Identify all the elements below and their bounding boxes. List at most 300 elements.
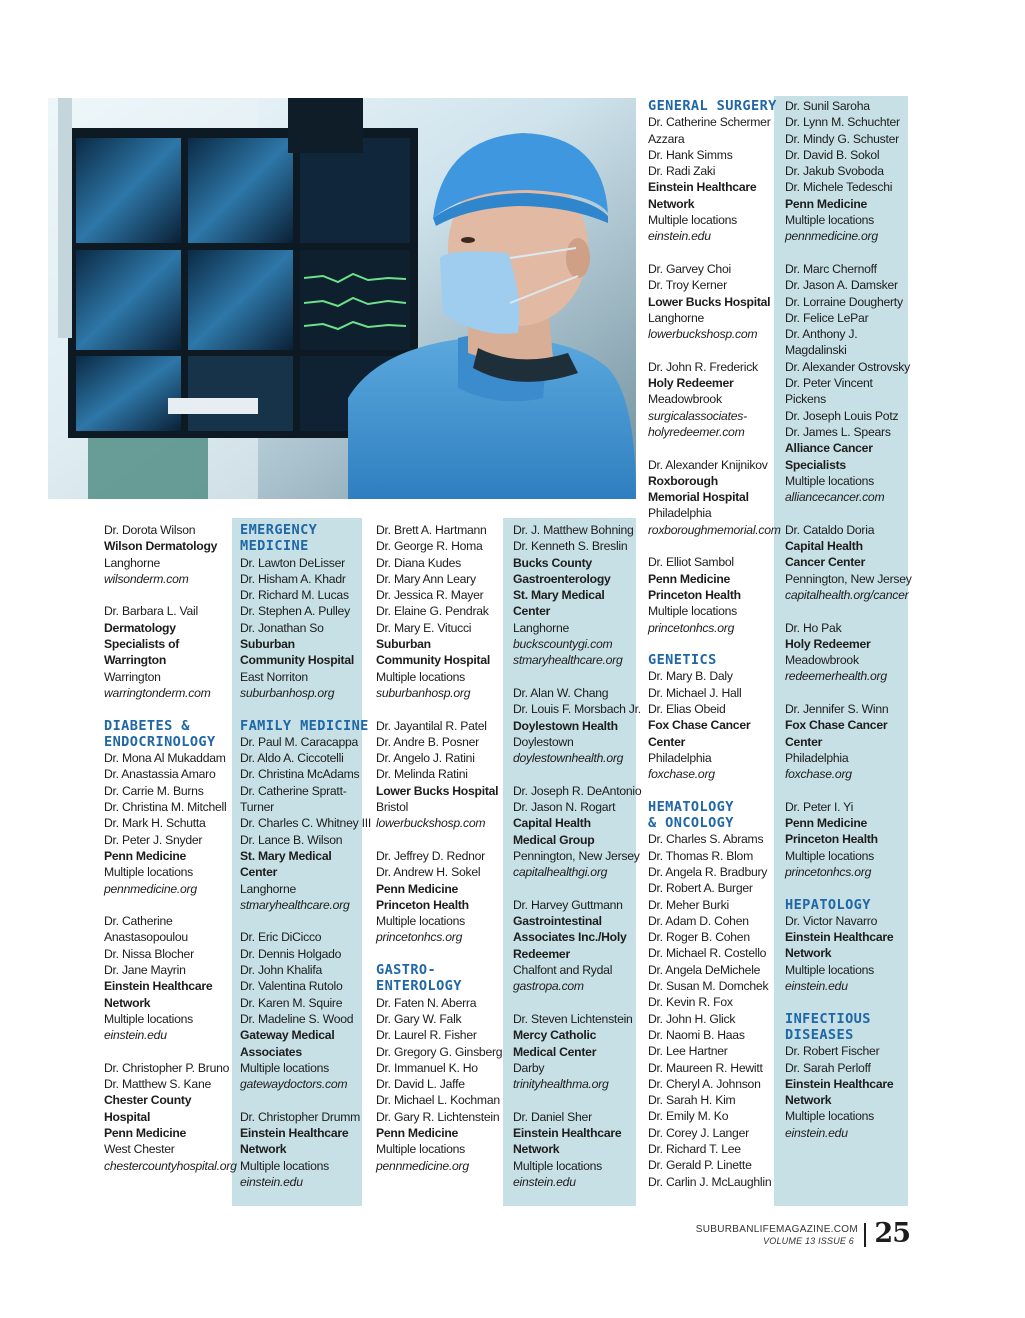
listing-column-6 bbox=[785, 98, 912, 1141]
doctor-name: Dr. Maureen R. Hewitt bbox=[648, 1060, 763, 1075]
doctor-name: Dr. Susan M. Domchek bbox=[648, 979, 769, 994]
listing-entry bbox=[513, 685, 641, 766]
listing-text: Multiple locations bbox=[648, 213, 737, 228]
doctor-name: Dr. Felice LePar bbox=[785, 310, 869, 325]
provider-name: Penn Medicine bbox=[785, 816, 868, 831]
doctor-name: Dr. Roger B. Cohen bbox=[648, 930, 750, 945]
listing-text: Multiple locations bbox=[785, 213, 874, 228]
provider-name: Einstein Healthcare bbox=[104, 979, 213, 994]
provider-website: roxboroughmemorial.com bbox=[648, 522, 781, 537]
doctor-name: Dr. Lawton DeLisser bbox=[240, 555, 345, 570]
listing-entry bbox=[376, 962, 502, 1174]
doctor-name: Dr. Radi Zaki bbox=[648, 164, 716, 179]
doctor-name: Dr. Ho Pak bbox=[785, 620, 842, 635]
doctor-name: Dr. Jonathan So bbox=[240, 620, 324, 635]
listing-entry bbox=[104, 522, 237, 587]
doctor-name: Dr. Kevin R. Fox bbox=[648, 995, 733, 1010]
doctor-name: Dr. Adam D. Cohen bbox=[648, 913, 749, 928]
doctor-name: Dr. Gregory G. Ginsberg bbox=[376, 1044, 503, 1059]
doctor-name: Dr. Eric DiCicco bbox=[240, 930, 322, 945]
listing-entry bbox=[513, 897, 641, 995]
provider-name: Associates bbox=[240, 1044, 302, 1059]
doctor-name: Dr. Gary R. Lichtenstein bbox=[376, 1109, 500, 1124]
doctor-name: Dr. Steven Lichtenstein bbox=[513, 1011, 633, 1026]
provider-name: Gastrointestinal bbox=[513, 914, 602, 929]
provider-website: einstein.edu bbox=[785, 979, 848, 994]
doctor-name: Dr. Michael L. Kochman bbox=[376, 1093, 500, 1108]
provider-website: doylestownhealth.org bbox=[513, 751, 624, 766]
provider-name: Einstein Healthcare bbox=[785, 1076, 894, 1091]
listing-entry bbox=[648, 457, 781, 538]
doctor-name: Dr. Mary E. Vitucci bbox=[376, 620, 472, 635]
provider-name: Gastroenterology bbox=[513, 571, 611, 586]
listing-text: West Chester bbox=[104, 1142, 175, 1157]
doctor-name: Dr. Madeline S. Wood bbox=[240, 1011, 354, 1026]
listing-text: Doylestown bbox=[513, 734, 574, 749]
specialty-heading-line: GENERAL SURGERY bbox=[648, 98, 777, 114]
doctor-name: Dr. Sarah Perloff bbox=[785, 1060, 871, 1075]
doctor-name: Dr. Peter Vincent bbox=[785, 376, 873, 391]
provider-website: princetonhcs.org bbox=[785, 864, 872, 879]
doctor-name: Dr. Sunil Saroha bbox=[785, 99, 870, 113]
listing-text: Multiple locations bbox=[648, 604, 737, 619]
doctor-name: Dr. Thomas R. Blom bbox=[648, 848, 753, 863]
doctor-name: Dr. Hank Simms bbox=[648, 147, 733, 162]
provider-name: Network bbox=[785, 1093, 832, 1108]
listing-text: Meadowbrook bbox=[785, 653, 859, 668]
doctor-name: Dr. Carlin J. McLaughlin bbox=[648, 1174, 772, 1189]
provider-name: Center bbox=[240, 865, 278, 880]
provider-website: einstein.edu bbox=[648, 229, 711, 244]
provider-website: capitalhealthgi.org bbox=[513, 865, 608, 880]
specialty-heading bbox=[648, 652, 781, 668]
provider-name: Lower Bucks Hospital bbox=[648, 294, 771, 309]
listing-entry bbox=[648, 799, 781, 1190]
listing-text: Multiple locations bbox=[785, 1109, 874, 1124]
doctor-name: Dr. Catherine bbox=[104, 914, 173, 929]
provider-name: Princeton Health bbox=[376, 897, 469, 912]
surgeon-photo-illustration bbox=[48, 98, 636, 499]
provider-name: Penn Medicine bbox=[785, 196, 868, 211]
doctor-name: Dr. Mark H. Schutta bbox=[104, 816, 206, 831]
listing-entry bbox=[513, 1109, 641, 1190]
provider-name: Roxborough bbox=[648, 473, 718, 488]
specialty-heading bbox=[376, 962, 502, 995]
listing-text: Pennington, New Jersey bbox=[785, 571, 912, 586]
listing-entry bbox=[648, 554, 781, 635]
doctor-name: Dr. Elaine G. Pendrak bbox=[376, 604, 489, 619]
listing-entry bbox=[648, 359, 781, 440]
doctor-name: Dr. Marc Chernoff bbox=[785, 261, 877, 276]
listing-text: Multiple locations bbox=[785, 962, 874, 977]
doctor-name: Dr. Anthony J. bbox=[785, 327, 858, 342]
specialty-heading-line: GENETICS bbox=[648, 652, 717, 669]
listing-text: Magdalinski bbox=[785, 343, 847, 358]
specialty-heading-line: MEDICINE bbox=[240, 538, 309, 555]
doctor-name: Dr. Mary Ann Leary bbox=[376, 571, 476, 586]
listing-text: Multiple locations bbox=[376, 1142, 465, 1157]
doctor-name: Dr. Peter I. Yi bbox=[785, 799, 854, 814]
volume-issue: VOLUME 13 ISSUE 6 bbox=[763, 1236, 854, 1246]
provider-website: suburbanhosp.org bbox=[376, 685, 471, 700]
listing-text: Multiple locations bbox=[513, 1158, 602, 1173]
provider-name: Center bbox=[513, 604, 551, 619]
provider-name: Princeton Health bbox=[785, 832, 878, 847]
provider-website: stmaryhealthcare.org bbox=[513, 653, 623, 668]
provider-name: Specialists bbox=[785, 457, 846, 472]
doctor-name: Dr. Robert A. Burger bbox=[648, 881, 753, 896]
provider-name: Chester County bbox=[104, 1093, 192, 1108]
provider-name: Center bbox=[785, 734, 823, 749]
doctor-name: Dr. Diana Kudes bbox=[376, 555, 461, 570]
doctor-name: Dr. Jessica R. Mayer bbox=[376, 588, 484, 603]
listing-entry bbox=[785, 522, 912, 603]
doctor-name: Dr. Naomi B. Haas bbox=[648, 1027, 745, 1042]
doctor-name: Dr. Jayantilal R. Patel bbox=[376, 718, 487, 733]
specialty-heading bbox=[240, 718, 371, 734]
doctor-name: Dr. Lance B. Wilson bbox=[240, 832, 343, 847]
doctor-name: Dr. Angelo J. Ratini bbox=[376, 751, 475, 766]
provider-website: einstein.edu bbox=[513, 1174, 576, 1189]
listing-text: East Norriton bbox=[240, 669, 308, 684]
specialty-heading bbox=[648, 799, 781, 832]
doctor-name: Dr. J. Matthew Bohning bbox=[513, 523, 634, 537]
provider-name: Associates Inc./Holy bbox=[513, 930, 627, 945]
doctor-name: Dr. Troy Kerner bbox=[648, 278, 727, 293]
listing-entry bbox=[513, 522, 641, 669]
doctor-name: Dr. Richard M. Lucas bbox=[240, 588, 349, 603]
provider-website: capitalhealth.org/cancer bbox=[785, 587, 909, 602]
provider-name: Specialists of bbox=[104, 637, 180, 652]
doctor-name: Dr. Jakub Svoboda bbox=[785, 164, 884, 179]
listing-text: Darby bbox=[513, 1060, 545, 1075]
doctor-name: Dr. Elliot Sambol bbox=[648, 555, 734, 570]
listing-text: Langhorne bbox=[648, 310, 705, 325]
listing-column-5 bbox=[648, 98, 781, 1190]
provider-name: Mercy Catholic bbox=[513, 1028, 597, 1043]
specialty-heading bbox=[785, 1011, 912, 1044]
doctor-name: Dr. Mindy G. Schuster bbox=[785, 131, 899, 146]
listing-entry bbox=[240, 718, 371, 914]
provider-name: Wilson Dermatology bbox=[104, 539, 218, 554]
provider-website: gatewaydoctors.com bbox=[240, 1077, 348, 1092]
doctor-name: Dr. Angela R. Bradbury bbox=[648, 864, 768, 879]
listing-entry bbox=[785, 897, 912, 995]
provider-name: Network bbox=[513, 1142, 560, 1157]
provider-website: lowerbuckshosp.com bbox=[376, 816, 486, 831]
provider-name: Suburban bbox=[240, 637, 295, 652]
doctor-name: Dr. David L. Jaffe bbox=[376, 1077, 465, 1092]
doctor-name: Dr. Alexander Ostrovsky bbox=[785, 359, 910, 374]
provider-website: foxchase.org bbox=[648, 767, 715, 782]
doctor-name: Dr. Jeffrey D. Rednor bbox=[376, 848, 485, 863]
doctor-name: Dr. Christopher Drumm bbox=[240, 1109, 361, 1124]
listing-text: Multiple locations bbox=[785, 473, 874, 488]
provider-name: Fox Chase Cancer bbox=[785, 718, 888, 733]
listing-entry bbox=[240, 1109, 371, 1190]
provider-name: St. Mary Medical bbox=[240, 848, 332, 863]
doctor-name: Dr. Mary B. Daly bbox=[648, 669, 733, 684]
doctor-name: Dr. Paul M. Caracappa bbox=[240, 734, 359, 749]
listing-entry bbox=[785, 701, 912, 782]
listing-column-3 bbox=[376, 522, 502, 1174]
doctor-name: Dr. Robert Fischer bbox=[785, 1044, 880, 1059]
specialty-heading-line: GASTRO- bbox=[376, 962, 437, 979]
provider-name: Penn Medicine bbox=[104, 1125, 187, 1140]
listing-text: Multiple locations bbox=[104, 865, 193, 880]
doctor-name: Dr. Cataldo Doria bbox=[785, 522, 875, 537]
listing-text: Multiple locations bbox=[240, 1060, 329, 1075]
provider-website: holyredeemer.com bbox=[648, 424, 745, 439]
magazine-website: SUBURBANLIFEMAGAZINE.COM bbox=[695, 1224, 858, 1235]
doctor-name: Dr. Stephen A. Pulley bbox=[240, 604, 350, 619]
provider-name: Penn Medicine bbox=[648, 571, 731, 586]
provider-name: Center bbox=[648, 734, 686, 749]
doctor-name: Dr. Corey J. Langer bbox=[648, 1125, 749, 1140]
doctor-name: Dr. Andre B. Posner bbox=[376, 734, 479, 749]
provider-name: Capital Health bbox=[785, 539, 863, 554]
specialty-heading-line: EMERGENCY bbox=[240, 522, 318, 538]
page-footer bbox=[660, 1218, 910, 1252]
listing-entry bbox=[785, 1011, 912, 1141]
provider-website: chestercountyhospital.org bbox=[104, 1158, 237, 1173]
listing-entry bbox=[376, 522, 502, 701]
listing-entry bbox=[785, 799, 912, 880]
listing-text: Multiple locations bbox=[240, 1158, 329, 1173]
doctor-name: Dr. Peter J. Snyder bbox=[104, 832, 203, 847]
doctor-name: Dr. Cheryl A. Johnson bbox=[648, 1076, 761, 1091]
specialty-heading-line: ENTEROLOGY bbox=[376, 978, 462, 995]
provider-name: Community Hospital bbox=[376, 653, 490, 668]
doctor-name: Dr. Catherine Spratt- bbox=[240, 783, 347, 798]
specialty-heading bbox=[240, 522, 371, 555]
specialty-heading-line: & ONCOLOGY bbox=[648, 815, 734, 832]
doctor-name: Dr. Jason A. Damsker bbox=[785, 278, 898, 293]
specialty-heading-line: DISEASES bbox=[785, 1026, 854, 1043]
doctor-name: Dr. Valentina Rutolo bbox=[240, 979, 343, 994]
listing-text: Multiple locations bbox=[785, 848, 874, 863]
listing-entry bbox=[376, 718, 502, 832]
listing-entry bbox=[513, 1011, 641, 1092]
doctor-name: Dr. Catherine Schermer bbox=[648, 115, 771, 130]
doctor-name: Dr. Hisham A. Khadr bbox=[240, 571, 346, 586]
doctor-name: Dr. Christina M. Mitchell bbox=[104, 800, 227, 815]
provider-website: princetonhcs.org bbox=[648, 620, 735, 635]
provider-website: surgicalassociates- bbox=[648, 408, 747, 423]
listing-text: Bristol bbox=[376, 800, 409, 815]
doctor-name: Dr. Angela DeMichele bbox=[648, 962, 761, 977]
provider-name: Holy Redeemer bbox=[648, 376, 734, 391]
listing-entry bbox=[513, 783, 641, 881]
specialty-heading-line: DIABETES & bbox=[104, 717, 190, 734]
doctor-name: Dr. Gary W. Falk bbox=[376, 1011, 462, 1026]
doctor-name: Dr. Alexander Knijnikov bbox=[648, 457, 768, 472]
doctor-name: Dr. Jennifer S. Winn bbox=[785, 701, 889, 716]
doctor-name: Dr. Harvey Guttmann bbox=[513, 897, 623, 912]
provider-website: stmaryhealthcare.org bbox=[240, 897, 350, 912]
listing-text: Multiple locations bbox=[104, 1011, 193, 1026]
specialty-heading-line: HEPATOLOGY bbox=[785, 896, 871, 913]
specialty-heading bbox=[648, 98, 781, 114]
specialty-heading-line: FAMILY MEDICINE bbox=[240, 717, 369, 734]
listing-text: Philadelphia bbox=[648, 506, 712, 521]
provider-website: einstein.edu bbox=[240, 1174, 303, 1189]
provider-website: foxchase.org bbox=[785, 767, 852, 782]
provider-website: einstein.edu bbox=[785, 1125, 848, 1140]
doctor-name: Dr. Dorota Wilson bbox=[104, 523, 196, 537]
listing-text: Multiple locations bbox=[376, 914, 465, 929]
footer-divider bbox=[864, 1223, 866, 1247]
provider-name: Medical Group bbox=[513, 832, 595, 847]
provider-name: Cancer Center bbox=[785, 555, 866, 570]
provider-name: Community Hospital bbox=[240, 653, 354, 668]
doctor-name: Dr. Richard T. Lee bbox=[648, 1142, 741, 1156]
doctor-name: Dr. Michael J. Hall bbox=[648, 685, 742, 700]
doctor-name: Dr. Victor Navarro bbox=[785, 913, 878, 928]
doctor-name: Dr. David B. Sokol bbox=[785, 147, 880, 162]
doctor-name: Dr. Charles S. Abrams bbox=[648, 832, 764, 847]
listing-text: Langhorne bbox=[104, 555, 161, 570]
listing-text: Pennington, New Jersey bbox=[513, 848, 640, 863]
provider-name: Network bbox=[104, 995, 151, 1010]
provider-website: pennmedicine.org bbox=[785, 229, 878, 244]
doctor-name: Dr. Garvey Choi bbox=[648, 261, 731, 276]
doctor-name: Dr. Christina McAdams bbox=[240, 767, 360, 782]
provider-website: alliancecancer.com bbox=[785, 490, 885, 505]
provider-name: Medical Center bbox=[513, 1044, 597, 1059]
doctor-name: Dr. Lee Hartner bbox=[648, 1044, 728, 1059]
provider-name: Network bbox=[240, 1142, 287, 1157]
provider-name: Lower Bucks Hospital bbox=[376, 783, 499, 798]
listing-column-4 bbox=[513, 522, 641, 1190]
provider-name: Einstein Healthcare bbox=[648, 180, 757, 195]
doctor-name: Dr. Daniel Sher bbox=[513, 1109, 592, 1124]
listing-entry bbox=[648, 98, 781, 245]
doctor-name: Dr. Melinda Ratini bbox=[376, 767, 468, 782]
doctor-name: Dr. Carrie M. Burns bbox=[104, 783, 204, 798]
listing-entry bbox=[104, 913, 237, 1043]
doctor-name: Dr. Elias Obeid bbox=[648, 701, 726, 716]
doctor-name: Dr. Gerald P. Linette bbox=[648, 1158, 752, 1173]
provider-name: Einstein Healthcare bbox=[240, 1125, 349, 1140]
listing-entry bbox=[240, 522, 371, 701]
doctor-name: Dr. Michael R. Costello bbox=[648, 946, 767, 961]
doctor-name: Dr. Alan W. Chang bbox=[513, 685, 609, 700]
doctor-name: Dr. Faten N. Aberra bbox=[376, 995, 477, 1010]
doctor-name: Dr. Karen M. Squire bbox=[240, 995, 343, 1010]
doctor-name: Dr. Christopher P. Bruno bbox=[104, 1060, 230, 1075]
doctor-name: Dr. Andrew H. Sokel bbox=[376, 865, 481, 880]
doctor-name: Dr. Mona Al Mukaddam bbox=[104, 751, 226, 766]
provider-name: Bucks County bbox=[513, 555, 592, 570]
listing-text: Langhorne bbox=[240, 881, 297, 896]
listing-entry bbox=[104, 1060, 237, 1174]
specialty-heading bbox=[785, 897, 912, 913]
doctor-name: Dr. John H. Glick bbox=[648, 1011, 736, 1026]
specialty-heading-line: ENDOCRINOLOGY bbox=[104, 733, 216, 750]
provider-name: Dermatology bbox=[104, 620, 176, 635]
listing-entry bbox=[648, 652, 781, 782]
doctor-name: Dr. Michele Tedeschi bbox=[785, 180, 893, 195]
provider-name: Redeemer bbox=[513, 946, 570, 961]
specialty-heading bbox=[104, 718, 237, 751]
doctor-name: Dr. Charles C. Whitney III bbox=[240, 816, 371, 831]
listing-text: Warrington bbox=[104, 669, 161, 684]
provider-name: Penn Medicine bbox=[376, 881, 459, 896]
provider-name: Memorial Hospital bbox=[648, 490, 749, 505]
provider-website: lowerbuckshosp.com bbox=[648, 327, 758, 342]
doctor-name: Dr. Lorraine Dougherty bbox=[785, 294, 903, 309]
provider-name: Einstein Healthcare bbox=[785, 930, 894, 945]
provider-website: princetonhcs.org bbox=[376, 930, 463, 945]
provider-name: St. Mary Medical bbox=[513, 588, 605, 603]
doctor-name: Dr. Lynn M. Schuchter bbox=[785, 115, 900, 130]
doctor-name: Dr. John R. Frederick bbox=[648, 359, 758, 374]
doctor-name: Dr. Kenneth S. Breslin bbox=[513, 539, 628, 554]
listing-text: Meadowbrook bbox=[648, 392, 722, 407]
provider-website: trinityhealthma.org bbox=[513, 1077, 609, 1092]
doctor-name: Dr. Sarah H. Kim bbox=[648, 1093, 736, 1108]
doctor-name: Dr. James L. Spears bbox=[785, 424, 891, 439]
provider-website: pennmedicine.org bbox=[104, 881, 197, 896]
doctor-name: Dr. Anastassia Amaro bbox=[104, 767, 216, 782]
listing-entry bbox=[104, 603, 237, 701]
listing-entry bbox=[104, 718, 237, 897]
listing-text: Azzara bbox=[648, 131, 685, 146]
doctor-name: Dr. Emily M. Ko bbox=[648, 1109, 729, 1124]
provider-name: Penn Medicine bbox=[104, 848, 187, 863]
provider-website: warringtonderm.com bbox=[104, 685, 211, 700]
doctor-name: Dr. Meher Burki bbox=[648, 897, 729, 912]
provider-name: Gateway Medical bbox=[240, 1028, 335, 1043]
provider-name: Suburban bbox=[376, 637, 431, 652]
provider-name: Network bbox=[648, 196, 695, 211]
specialty-heading-line: INFECTIOUS bbox=[785, 1010, 871, 1027]
listing-column-1 bbox=[104, 522, 237, 1174]
doctor-name: Dr. George R. Homa bbox=[376, 539, 483, 554]
doctor-name: Dr. Jane Mayrin bbox=[104, 963, 186, 978]
listing-text: Philadelphia bbox=[648, 750, 712, 765]
provider-name: Einstein Healthcare bbox=[513, 1125, 622, 1140]
listing-text: Chalfont and Rydal bbox=[513, 963, 613, 978]
listing-entry bbox=[648, 261, 781, 342]
specialty-heading-line: HEMATOLOGY bbox=[648, 798, 734, 815]
doctor-name: Dr. Barbara L. Vail bbox=[104, 604, 198, 619]
provider-name: Alliance Cancer bbox=[785, 441, 873, 456]
listing-entry bbox=[785, 620, 912, 685]
doctor-name: Dr. Matthew S. Kane bbox=[104, 1077, 212, 1092]
listing-text: Turner bbox=[240, 800, 274, 815]
provider-name: Capital Health bbox=[513, 816, 591, 831]
doctor-name: Dr. Dennis Holgado bbox=[240, 946, 342, 961]
doctor-name: Dr. Brett A. Hartmann bbox=[376, 523, 487, 537]
provider-name: Penn Medicine bbox=[376, 1125, 459, 1140]
provider-name: Hospital bbox=[104, 1109, 151, 1124]
doctor-name: Dr. Laurel R. Fisher bbox=[376, 1028, 477, 1043]
doctor-name: Dr. Immanuel K. Ho bbox=[376, 1060, 478, 1075]
provider-website: redeemerhealth.org bbox=[785, 669, 887, 684]
page-number: 25 bbox=[874, 1218, 910, 1249]
listing-column-2 bbox=[240, 522, 371, 1190]
provider-website: buckscountygi.com bbox=[513, 637, 613, 652]
listing-text: Philadelphia bbox=[785, 750, 849, 765]
listing-entry bbox=[240, 929, 371, 1092]
listing-text: Pickens bbox=[785, 392, 826, 407]
doctor-name: Dr. Louis F. Morsbach Jr. bbox=[513, 702, 641, 717]
provider-name: Doylestown Health bbox=[513, 718, 618, 733]
provider-name: Network bbox=[785, 946, 832, 961]
provider-website: pennmedicine.org bbox=[376, 1158, 469, 1173]
